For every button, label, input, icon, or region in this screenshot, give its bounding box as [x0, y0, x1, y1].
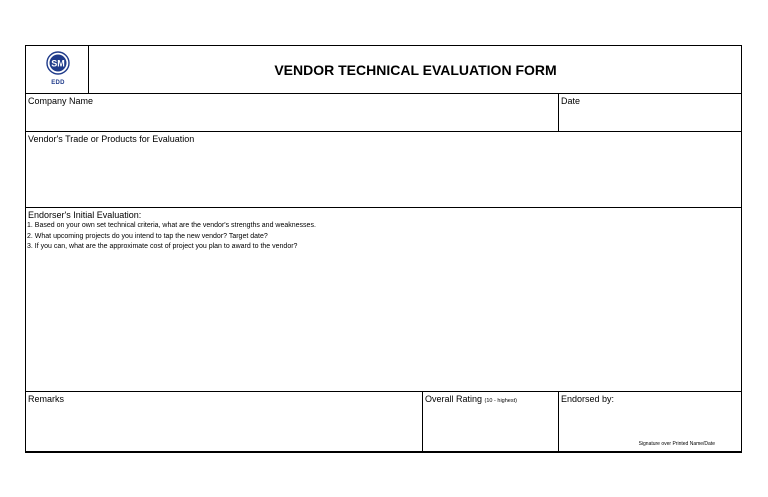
overall-rating-label: Overall Rating (10 - highest)	[425, 394, 517, 404]
sm-seal-icon	[46, 51, 70, 75]
question-3: 3. If you can, what are the approximate cost of project you plan to award to the vendor?	[27, 243, 298, 250]
evaluation-row	[26, 208, 741, 392]
question-2: 2. What upcoming projects do you intend to tap the new vendor? Target date?	[27, 232, 268, 240]
company-row	[26, 94, 741, 132]
signature-note: Signature over Printed Name/Date	[638, 441, 715, 447]
sm-logo	[44, 51, 72, 86]
footer-row	[26, 392, 741, 452]
remarks-label: Remarks	[28, 394, 65, 404]
company-name-field[interactable]	[26, 94, 558, 131]
evaluation-form	[25, 45, 742, 453]
form-title: VENDOR TECHNICAL EVALUATION FORM	[274, 61, 557, 78]
trade-products-field[interactable]	[26, 132, 741, 207]
logo-label: EDD	[51, 80, 65, 86]
evaluation-questions	[27, 221, 316, 253]
evaluation-field[interactable]	[26, 208, 741, 391]
date-label: Date	[561, 96, 581, 106]
company-name-label: Company Name	[28, 96, 94, 106]
date-field[interactable]	[558, 94, 741, 131]
header-row	[26, 46, 741, 94]
svg-text:SM: SM	[51, 58, 65, 69]
logo-cell	[26, 46, 89, 93]
overall-rating-field[interactable]	[422, 392, 558, 452]
endorsed-by-field[interactable]	[558, 392, 741, 452]
remarks-field[interactable]	[26, 392, 422, 452]
evaluation-heading: Endorser's Initial Evaluation:	[28, 210, 142, 220]
endorsed-by-label: Endorsed by:	[561, 394, 615, 404]
rating-note: (10 - highest)	[484, 398, 517, 404]
trade-products-label: Vendor's Trade or Products for Evaluation	[28, 134, 195, 144]
trade-row	[26, 132, 741, 208]
question-1: 1. Based on your own set technical criteria, what are the vendor's strengths and weaknesses.	[27, 222, 316, 229]
